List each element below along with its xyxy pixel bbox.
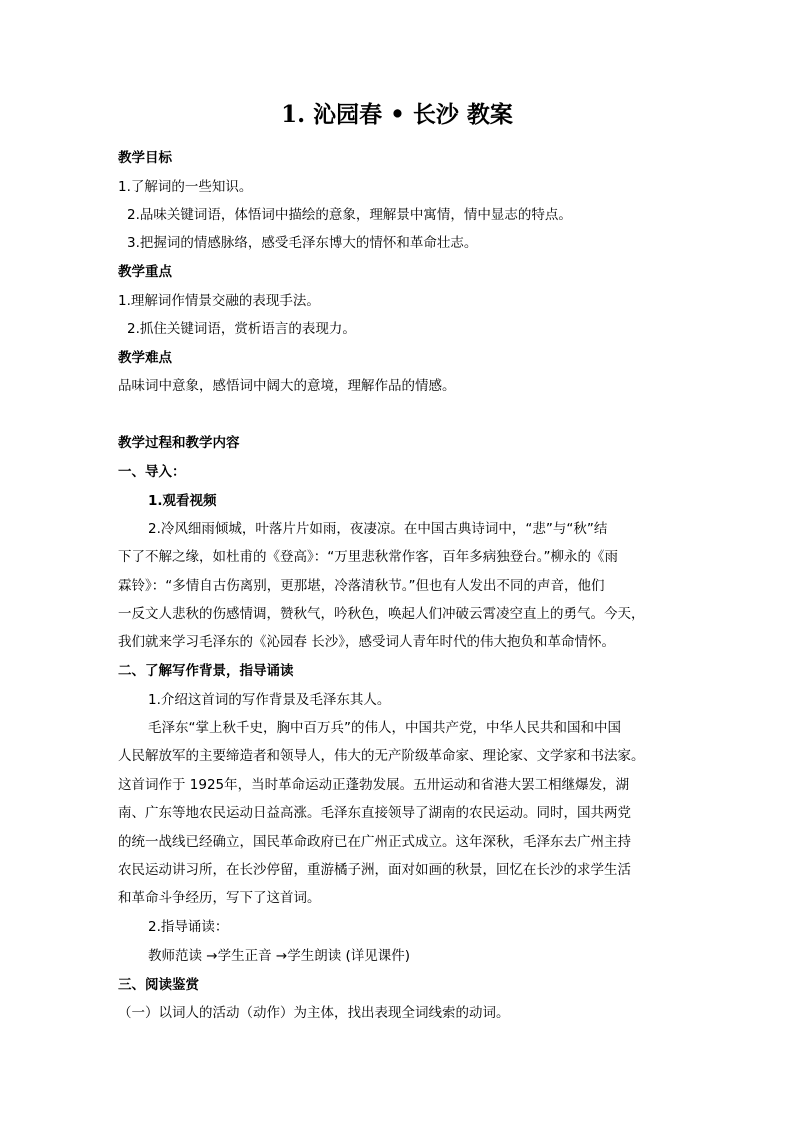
part1-para-line: 我们就来学习毛泽东的《沁园春 长沙》，感受词人青年时代的伟大抱负和革命情怀。 [118,634,616,650]
key-point-item: 1.理解词作情景交融的表现手法。 [118,293,320,309]
difficulty-text: 品味词中意象，感悟词中阔大的意境，理解作品的情感。 [118,378,456,394]
part1-heading: 一、导入： [118,464,186,480]
part2-para-line: 这首词作于 1925年，当时革命运动正蓬勃发展。五卅运动和省港大罢工相继爆发，湖 [118,777,630,793]
part2-para-line: 农民运动讲习所，在长沙停留，重游橘子洲，面对如画的秋景，回忆在长沙的求学生活 [118,862,631,878]
part3-sub1: （一）以词人的活动（动作）为主体，找出表现全词线索的动词。 [118,1005,510,1021]
part2-para-line: 人民解放军的主要缔造者和领导人，伟大的无产阶级革命家、理论家、文学家和书法家。 [118,748,645,764]
part1-para-line: 一反文人悲秋的伤感情调，赞秋气，吟秋色，唤起人们冲破云霄凌空直上的勇气。今天， [118,606,645,622]
section-heading-objectives: 教学目标 [118,150,172,166]
objective-item: 1.了解词的一些知识。 [118,179,253,195]
section-heading-difficulties: 教学难点 [118,350,172,366]
part2-para-line: 毛泽东“掌上秋千史，胸中百万兵”的伟人，中国共产党，中华人民共和国和中国 [148,720,621,736]
part2-para-line: 的统一战线已经确立，国民革命政府已在广州正式成立。这年深秋，毛泽东去广州主持 [118,834,631,850]
part1-para-line: 霖铃》：“多情自古伤离别，更那堪，冷落清秋节。”但也有人发出不同的声音，他们 [118,578,605,594]
part3-heading: 三、阅读鉴赏 [118,977,199,993]
part2-para-line: 和革命斗争经历，写下了这首词。 [118,890,321,906]
part2-step1: 1.介绍这首词的写作背景及毛泽东其人。 [148,692,391,708]
section-heading-key-points: 教学重点 [118,264,172,280]
part1-para-line: 2.冷风细雨倾城，叶落片片如雨，夜凄凉。在中国古典诗词中，“悲”与“秋”结 [148,521,608,537]
objective-item: 3.把握词的情感脉络，感受毛泽东博大的情怀和革命壮志。 [127,235,478,251]
part2-heading: 二、了解写作背景，指导诵读 [118,663,294,679]
reading-flow: 教师范读 →学生正音 →学生朗读 (详见课件) [148,948,411,964]
objective-item: 2.品味关键词语，体悟词中描绘的意象，理解景中寓情，情中显志的特点。 [127,207,572,223]
part1-step1: 1.观看视频 [148,493,217,509]
page-title: 1. 沁园春 • 长沙 教案 [281,101,513,128]
part2-step2: 2.指导诵读： [148,919,229,935]
key-point-item: 2.抓住关键词语，赏析语言的表现力。 [127,321,356,337]
part1-para-line: 下了不解之缘，如杜甫的《登高》：“万里悲秋常作客，百年多病独登台。”柳永的《雨 [118,549,618,565]
part2-para-line: 南、广东等地农民运动日益高涨。毛泽东直接领导了湖南的农民运动。同时，国共两党 [118,805,631,821]
section-heading-process: 教学过程和教学内容 [118,435,240,451]
